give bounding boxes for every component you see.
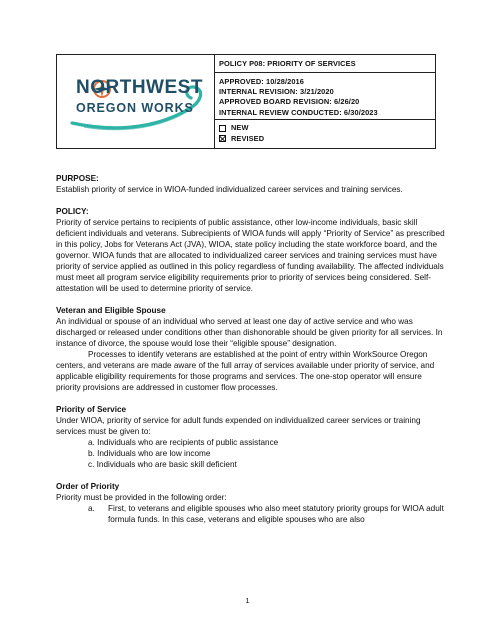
order-item-text: First, to veterans and eligible spouses who also meet statutory priority groups for WIOA adult formula funds. In this case, veterans and eligible spouses who are also [108,504,444,524]
board-revision-date: APPROVED BOARD REVISION: 6/26/20 [219,97,360,107]
northwest-oregon-works-logo [64,67,214,137]
checkbox-new-label: NEW [231,123,249,132]
list-item: c. Individuals who are basic skill deficient [88,460,237,469]
order-list-item [56,503,448,525]
order-heading: Order of Priority [56,482,120,491]
priority-heading: Priority of Service [56,405,127,414]
priority-text: Under WIOA, priority of service for adult funds expended on individualized career services or training services must be given to: [56,416,421,436]
approval-dates [214,73,435,120]
status-checkboxes [214,120,435,148]
policy-header-table [56,54,436,149]
logo-word-oregon-works: OREGON WORKS [76,101,194,115]
policy-title: POLICY P08: PRIORITY OF SERVICES [214,55,435,73]
checkbox-revised-label: REVISED [231,133,265,143]
checkbox-revised-row [219,134,435,145]
veteran-paragraph-2: Processes to identify veterans are established at the point of entry within WorkSource Oregon centers, and veterans are made aware of the full array of services available under priority of service, and applicable eligibility requirements for those programs and services. The one-stop operator will ensure priority provisions are addressed in customer flow processes. [56,350,435,392]
checked-box-icon [219,135,226,142]
purpose-text: Establish priority of service in WIOA-funded individualized career services and training services. [56,185,403,194]
order-text: Priority must be provided in the following order: [56,493,227,502]
checkbox-new-row [219,123,435,134]
veteran-heading: Veteran and Eligible Spouse [56,306,166,315]
internal-review-date: INTERNAL REVIEW CONDUCTED: 6/30/2023 [219,107,378,117]
page-number: 1 [245,596,250,605]
purpose-heading: PURPOSE: [56,174,99,183]
veteran-paragraph-1: An individual or spouse of an individual who served at least one day of active service and who was discharged or released under conditions other than dishonorable should be given priority for all services. In instance of divorce, the spouse would lose their “eligible spouse” designation. [56,317,443,348]
logo-word-northwest: NORTHWEST [76,77,203,98]
order-item-label: a. [88,504,95,513]
approved-date: APPROVED: 10/28/2016 [219,77,304,86]
logo-cell [57,55,215,148]
policy-heading: POLICY: [56,207,89,216]
policy-text: Priority of service pertains to recipients of public assistance, other low-income individuals, basic skill deficient individuals and veterans. Subrecipients of WIOA funds will apply “Priority of Service” as prescribed in this policy, Jobs for Veterans Act (JVA), WIOA, state policy including the state workforce board, and the governor. WIOA funds that are allocated to individualized career services and training services must have priority of service applied as outlined in this policy regardless of funding availability. The affected individuals must meet all program service eligibility requirements prior to priority of services being considered. Self-attestation will be used to determine priority of service. [56,218,445,293]
unchecked-box-icon [219,125,226,132]
internal-revision-date: INTERNAL REVISION: 3/21/2020 [219,87,334,97]
list-item: b. Individuals who are low income [88,449,211,458]
document-body [56,173,448,525]
list-item: a. Individuals who are recipients of public assistance [88,438,279,447]
